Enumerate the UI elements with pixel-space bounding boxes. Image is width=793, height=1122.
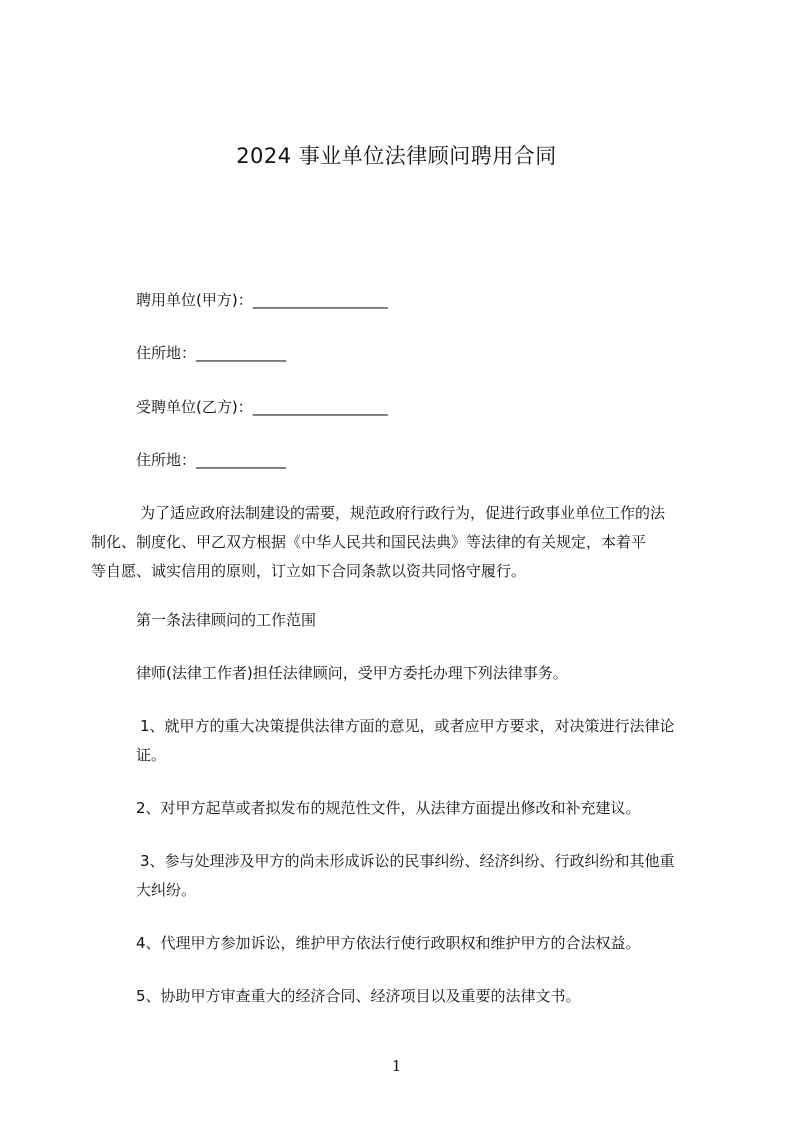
preamble-line-2: 制化、制度化、甲乙双方根据《中华人民共和国民法典》等法律的有关规定，本着平 <box>91 533 647 551</box>
preamble-line-1: 为了适应政府法制建设的需要，规范政府行政行为，促进行政事业单位工作的法 <box>140 504 666 522</box>
item-1-line-1: 1、就甲方的重大决策提供法律方面的意见，或者应甲方要求，对决策进行法律论 <box>140 717 675 735</box>
page-number: 1 <box>391 1057 402 1075</box>
address-b-line: 住所地：____________ <box>136 451 287 469</box>
item-4: 4、代理甲方参加诉讼，维护甲方依法行使行政职权和维护甲方的合法权益。 <box>136 934 641 952</box>
item-1-line-2: 证。 <box>136 746 167 764</box>
party-a-line: 聘用单位(甲方)：__________________ <box>136 291 388 309</box>
address-a-line: 住所地：____________ <box>136 344 287 362</box>
page-title: 2024 事业单位法律顾问聘用合同 <box>236 144 557 168</box>
article-1-heading: 第一条法律顾问的工作范围 <box>136 611 317 629</box>
preamble-line-3: 等自愿、诚实信用的原则，订立如下合同条款以资共同恪守履行。 <box>91 562 527 580</box>
party-b-line: 受聘单位(乙方)：__________________ <box>136 398 388 416</box>
item-3-line-1: 3、参与处理涉及甲方的尚未形成诉讼的民事纠纷、经济纠纷、行政纠纷和其他重 <box>140 852 675 870</box>
article-1-intro: 律师(法律工作者)担任法律顾问，受甲方委托办理下列法律事务。 <box>136 664 568 682</box>
item-5: 5、协助甲方审查重大的经济合同、经济项目以及重要的法律文书。 <box>136 987 581 1005</box>
item-2: 2、对甲方起草或者拟发布的规范性文件，从法律方面提出修改和补充建议。 <box>136 799 641 817</box>
item-3-line-2: 大纠纷。 <box>136 881 197 899</box>
